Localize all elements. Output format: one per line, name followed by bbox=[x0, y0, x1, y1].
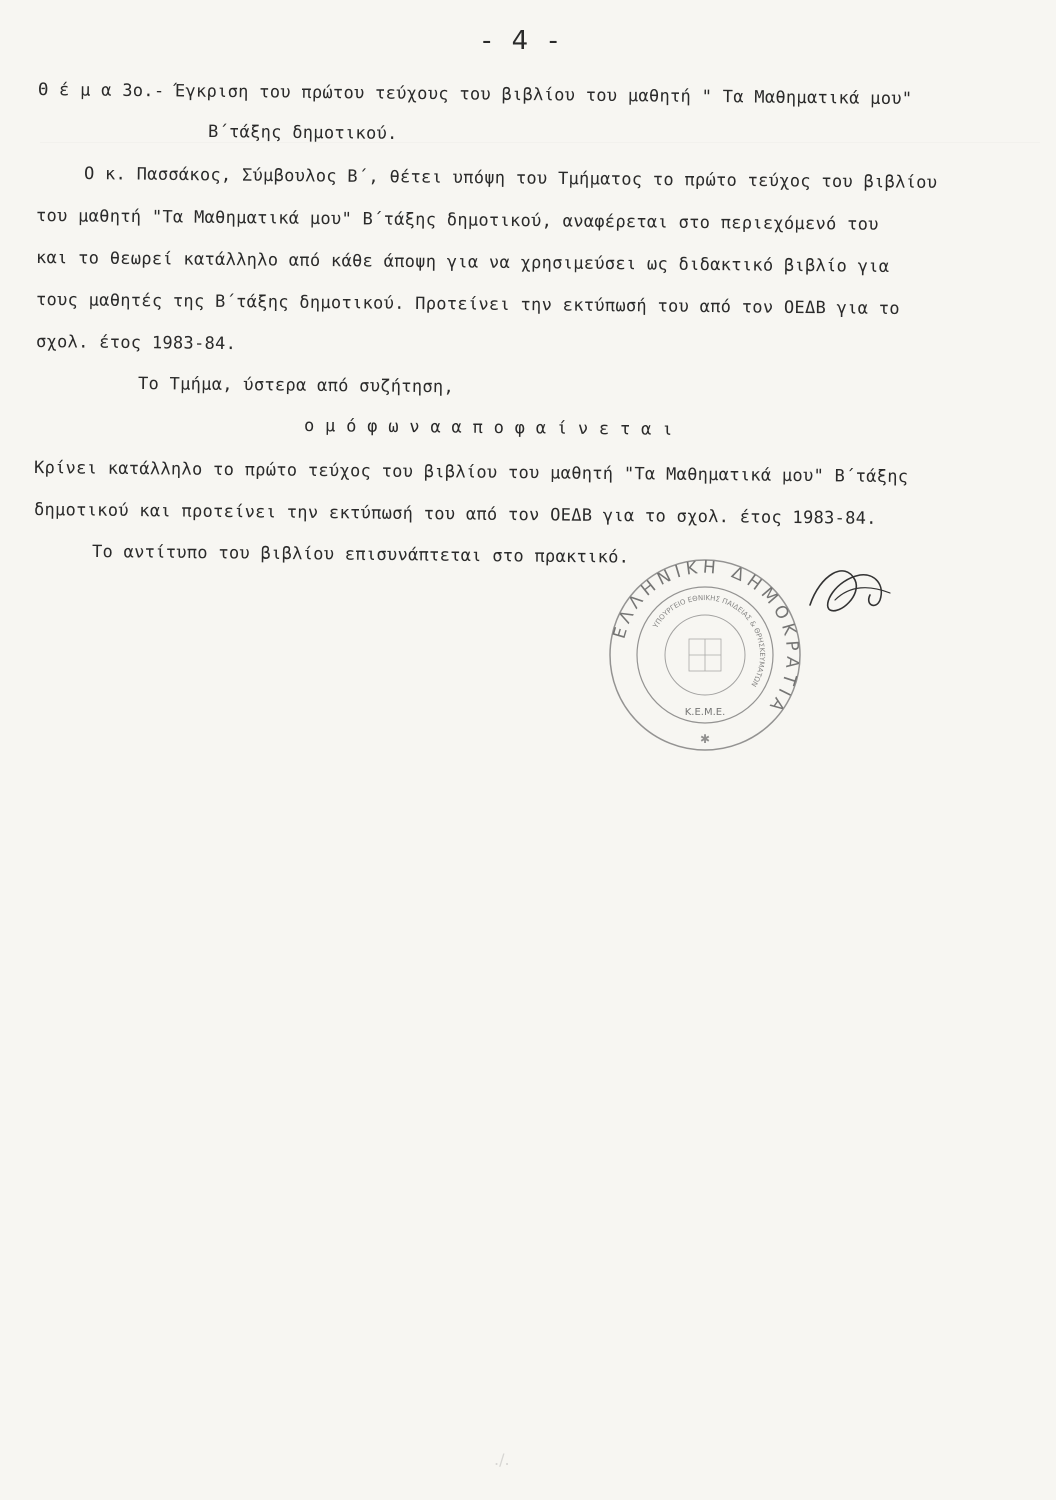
decision-text-line: Κρίνει κατάλληλο το πρώτο τεύχος του βιβλίου του μαθητή "Τα Μαθηματικά μου" Β΄τάξης bbox=[33, 458, 909, 488]
discussion-line: Το Τμήμα, ύστερα από συζήτηση, bbox=[137, 374, 455, 398]
stamp-inner-text: ΥΠΟΥΡΓΕΙΟ ΕΘΝΙΚΗΣ ΠΑΙΔΕΙΑΣ & ΘΡΗΣΚΕΥΜΑΤΩΝ bbox=[651, 593, 767, 689]
svg-text:ΥΠΟΥΡΓΕΙΟ ΕΘΝΙΚΗΣ ΠΑΙΔΕΙΑΣ & Θ bbox=[651, 594, 766, 688]
stamp-outer-text: ΕΛΛΗΝΙΚΗ ΔΗΜΟΚΡΑΤΙΑ bbox=[609, 557, 803, 719]
svg-text:✱: ✱ bbox=[699, 732, 711, 746]
body-text-line: τους μαθητές της Β΄τάξης δημοτικού. Προτείνει την εκτύπωσή του από τον ΟΕΔΒ για το bbox=[35, 290, 900, 320]
topic-heading-line-2: Β΄τάξης δημοτικού. bbox=[207, 122, 398, 144]
body-text-line: και το θεωρεί κατάλληλο από κάθε άποψη για να χρησιμεύσει ως διδακτικό βιβλίο για bbox=[35, 248, 890, 277]
page-number: - 4 - bbox=[482, 26, 564, 56]
official-stamp bbox=[605, 555, 805, 755]
footer-continuation-mark: ./. bbox=[494, 1450, 510, 1469]
stamp-bottom-text: Κ.Ε.Μ.Ε. bbox=[684, 707, 726, 718]
decision-heading: ο μ ό φ ω ν α α π ο φ α ί ν ε τ α ι bbox=[303, 416, 673, 440]
topic-heading-line-1: Θ έ μ α 3ο.- Έγκριση του πρώτου τεύχους του βιβλίου του μαθητή " Τα Μαθηματικά μου" bbox=[37, 80, 913, 110]
decision-text-line: δημοτικού και προτείνει την εκτύπωσή του από τον ΟΕΔΒ για το σχολ. έτος 1983-84. bbox=[33, 500, 877, 529]
handwritten-signature bbox=[800, 555, 900, 635]
body-text-line: σχολ. έτος 1983-84. bbox=[35, 332, 237, 355]
body-text-line: του μαθητή "Τα Μαθηματικά μου" Β΄τάξης δημοτικού, αναφέρεται στο περιεχόμενό του bbox=[35, 206, 879, 235]
body-text-line: Ο κ. Πασσάκος, Σύμβουλος Β΄, θέτει υπόψη του Τμήματος το πρώτο τεύχος του βιβλίου bbox=[83, 164, 938, 193]
attachment-line: Το αντίτυπο του βιβλίου επισυνάπτεται στο πρακτικό. bbox=[91, 542, 630, 568]
